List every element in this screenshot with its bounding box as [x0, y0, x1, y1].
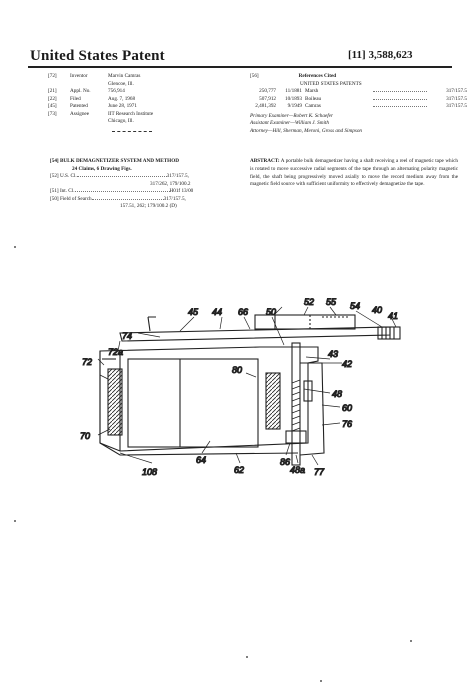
label-43: 43	[328, 349, 339, 359]
abstract-text: A portable bulk demagnetizer having a shaft receiving a reel of magnetic tape which is rotated to move successive radial segments of the tape through an alternating polarity magnetic field, the shaft being progressively moved axially to move the record medium away from the magnetic field source with sufficient uniformity to effectively demagnetize the tape.	[250, 158, 458, 188]
reference-row: 2,481,392 9/1949 Camras 317/157.5	[255, 103, 467, 110]
intcl-val: H01f 13/00	[169, 188, 194, 195]
label-64: 64	[196, 455, 207, 465]
label-60: 60	[342, 403, 353, 413]
label-72a: 72a	[108, 347, 124, 357]
bib-row: [21] Appl. No. 756,914	[48, 88, 125, 95]
field-val2: 157.51, 262; 179/100.2 (D)	[120, 203, 177, 210]
bib-row: [45] Patented June 28, 1971	[48, 103, 137, 110]
label-55: 55	[326, 297, 337, 307]
claims-block	[50, 158, 225, 211]
scan-speck	[410, 640, 412, 642]
reference-row: 507,912 10/1893 Boileau 317/157.5	[259, 95, 467, 102]
uscl-key: [52] U.S. Cl.	[50, 173, 77, 180]
label-86: 86	[280, 457, 291, 467]
shaft-collar	[286, 431, 306, 443]
label-50: 50	[266, 307, 277, 317]
label-72: 72	[82, 357, 93, 367]
label-41: 41	[388, 311, 399, 321]
label-45: 45	[188, 307, 199, 317]
knob	[378, 327, 400, 339]
header-rule	[28, 66, 452, 68]
patent-number: [11] 3,588,623	[348, 49, 413, 61]
bib-row: Chicago, Ill.	[108, 118, 134, 125]
reel-edge	[148, 317, 156, 331]
label-108: 108	[142, 467, 158, 477]
intcl-key: [51] Int. Cl.	[50, 188, 75, 195]
left-coil	[108, 369, 122, 435]
scan-speck	[246, 656, 248, 658]
assistant-examiner: Assistant Examiner—William J. Smith	[250, 120, 329, 127]
invention-title: [54] BULK DEMAGNETIZER SYSTEM AND METHOD	[50, 158, 179, 164]
scan-speck	[320, 680, 322, 682]
label-48a: 48a	[290, 465, 306, 475]
label-77: 77	[314, 467, 325, 477]
housing	[100, 347, 318, 451]
label-66: 66	[238, 307, 249, 317]
label-48: 48	[332, 389, 343, 399]
uscl-val: 317/157.5,	[166, 173, 189, 180]
uscl-val2: 317/262, 179/100.2	[150, 180, 191, 187]
label-76: 76	[342, 419, 353, 429]
abstract-label: ABSTRACT:	[250, 158, 280, 164]
bib-row: [73] Assignee IIT Research Institute	[48, 110, 154, 117]
label-70: 70	[80, 431, 91, 441]
references-num: [56]	[250, 73, 259, 79]
claims-count: 24 Claims, 6 Drawing Figs.	[72, 165, 132, 172]
bibliographic-block	[48, 73, 153, 126]
field-val: 317/157.5,	[163, 195, 186, 202]
label-74: 74	[122, 331, 133, 341]
scan-speck	[14, 520, 16, 522]
attorney: Attorney—Hill, Sherman, Meroni, Gross and Simpson	[250, 127, 363, 134]
reference-row: 250,777 11/1881 Marsh 317/157.5	[259, 88, 467, 95]
label-54: 54	[350, 301, 361, 311]
field-key: [50] Field of Search	[50, 195, 92, 202]
right-housing	[300, 363, 324, 455]
label-44: 44	[212, 307, 223, 317]
bib-row: [22] Filed Aug. 7, 1968	[48, 95, 136, 102]
scan-speck	[14, 246, 16, 248]
references-heading: References Cited	[298, 73, 337, 79]
label-52: 52	[304, 297, 315, 307]
label-80: 80	[232, 365, 243, 375]
label-40: 40	[372, 305, 383, 315]
bib-divider	[112, 131, 152, 132]
label-62: 62	[234, 465, 245, 475]
right-coil	[266, 373, 280, 429]
primary-examiner: Primary Examiner—Robert K. Schaefer	[250, 112, 333, 119]
abstract	[250, 158, 458, 189]
bib-row: [72] Inventor Marvin Camras	[48, 73, 141, 79]
label-42: 42	[342, 359, 353, 369]
references-subheading: UNITED STATES PATENTS	[300, 80, 362, 87]
patent-header-title: United States Patent	[30, 48, 165, 64]
bib-row: Glencoe, Ill.	[108, 80, 134, 87]
references-block	[250, 73, 467, 135]
patent-drawing-figure	[60, 293, 420, 493]
shaft	[292, 343, 300, 465]
